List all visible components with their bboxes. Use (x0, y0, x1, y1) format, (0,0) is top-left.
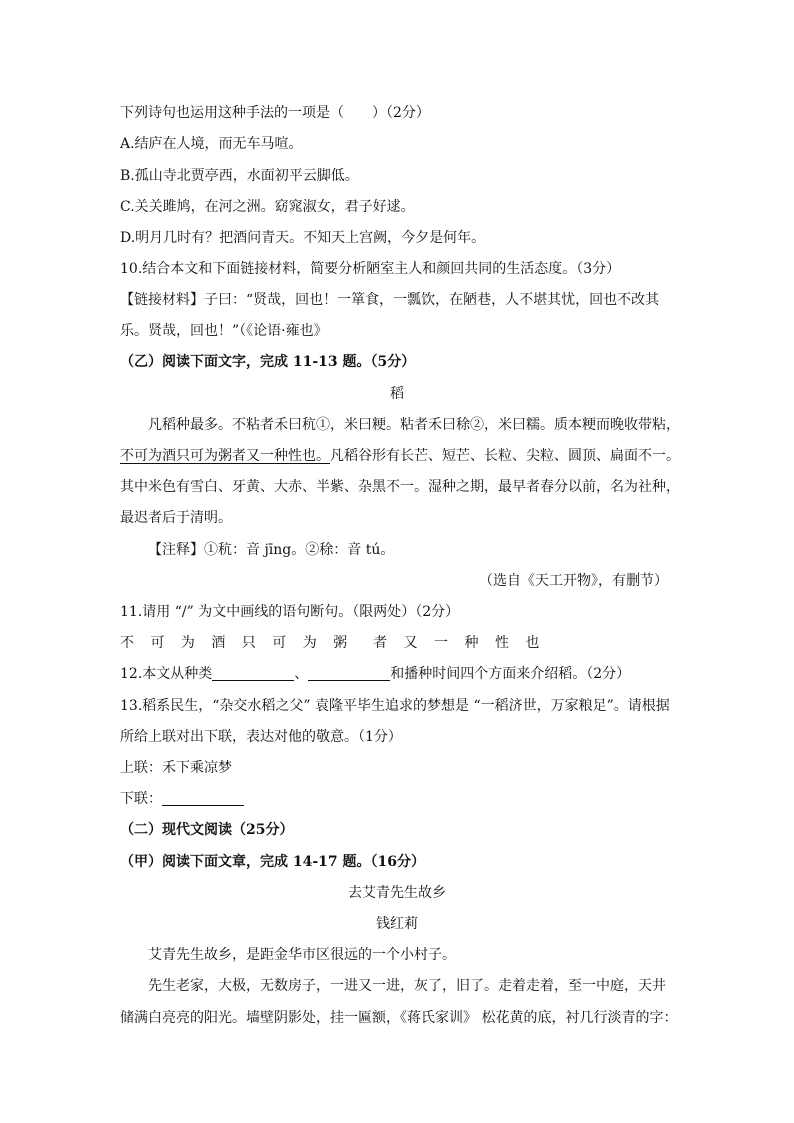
rice-paragraph-line-3: 其中米色有雪白、牙黄、大赤、半紫、杂黑不一。湿种之期，最早者春分以前，名为社种， (120, 479, 680, 495)
rice-paragraph-line-2: 不可为酒只可为粥者又一种性也。凡稻谷形有长芒、短芒、长粒、尖粒、圆顶、扁面不一。 (120, 448, 680, 464)
q12: 12.本文从种类 、 和播种时间四个方面来介绍稻。（2分） (120, 666, 631, 682)
q9-stem: 下列诗句也运用这种手法的一项是（ ）（2分） (120, 105, 430, 121)
essay-author: 钱红莉 (376, 916, 418, 932)
rice-title: 稻 (390, 386, 404, 402)
essay-paragraph-2-line-2: 储满白亮亮的阳光。墙壁阴影处，挂一匾额，《蒋氏家训》 松花黄的底，衬几行淡青的字： (120, 1010, 678, 1026)
q9-option-b: B.孤山寺北贾亭西，水面初平云脚低。 (120, 168, 359, 184)
q13-line-1: 13.稻系民生，“杂交水稻之父” 袁隆平毕生追求的梦想是 “一稻济世，万家粮足”。请根据 (120, 698, 670, 714)
q9-option-c: C.关关雎鸠，在河之洲。窈窕淑女，君子好逑。 (120, 199, 415, 215)
essay-title: 去艾青先生故乡 (348, 885, 446, 901)
essay-paragraph-1: 艾青先生故乡，是距金华市区很远的一个小村子。 (148, 947, 456, 963)
link-material-line-2: 乐。贤哉，回也！”（《论语·雍也》 (120, 323, 328, 339)
rice-paragraph-line-4: 最迟者后于清明。 (120, 510, 232, 526)
q11-sentence: 不 可 为 酒 只 可 为 粥 者 又 一 种 性 也 (120, 635, 546, 651)
answer-blank-1[interactable] (212, 666, 294, 681)
annotation-note: 【注释】①秔：音 jīng。②稌：音 tú。 (148, 542, 395, 558)
couplet-lower: 下联： (120, 789, 680, 809)
section-yi-heading: （乙）阅读下面文字，完成 11-13 题。（5分） (120, 354, 416, 370)
source-citation: （选自《天工开物》，有删节） (479, 573, 668, 589)
q9-option-a: A.结庐在人境，而无车马喧。 (120, 136, 303, 152)
underlined-sentence: 不可为酒只可为粥者又一种性也。 (120, 448, 330, 464)
q13-line-2: 所给上联对出下联，表达对他的敬意。（1分） (120, 729, 402, 745)
couplet-upper: 上联：禾下乘凉梦 (120, 760, 232, 776)
answer-blank-3[interactable] (162, 791, 244, 806)
q9-option-d: D.明月几时有？把酒问青天。不知天上宫阙，今夕是何年。 (120, 230, 486, 246)
answer-blank-2[interactable] (308, 666, 390, 681)
q11: 11.请用 “/” 为文中画线的语句断句。（限两处）（2分） (120, 604, 460, 620)
rice-paragraph-line-1: 凡稻种最多。不粘者禾曰秔①，米曰粳。粘者禾曰稌②，米曰糯。质本粳而晚收带粘， (148, 417, 680, 433)
essay-paragraph-2-line-1: 先生老家，大极，无数房子，一进又一进，灰了，旧了。走着走着，至一中庭，天井 (148, 978, 666, 994)
section-2-heading: （二）现代文阅读（25分） (120, 822, 294, 838)
q10: 10.结合本文和下面链接材料，简要分析陋室主人和颜回共同的生活态度。（3分） (120, 261, 621, 277)
link-material-line-1: 【链接材料】子曰：“贤哉，回也！一箪食，一瓢饮，在陋巷，人不堪其忧，回也不改其 (120, 292, 660, 308)
section-jia-heading: （甲）阅读下面文章，完成 14-17 题。（16分） (120, 854, 426, 870)
